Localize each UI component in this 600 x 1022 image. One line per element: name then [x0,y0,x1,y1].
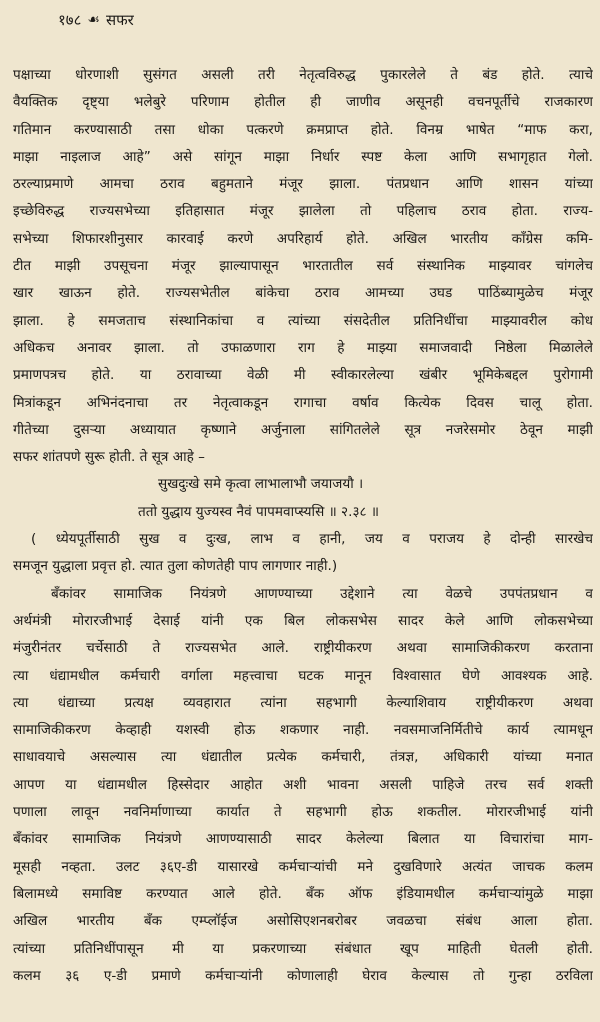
text-line: खार खाऊन होते. राज्यसभेतील बांकेचा ठराव आमच्या उघड पाठिंब्यामुळेच मंजूर [13,285,593,302]
text-line: मंजुरीनंतर चर्चेसाठी ते राज्यसभेत आले. राष्ट्रीयीकरण अथवा सामाजिकीकरण करताना [13,640,593,657]
text-line: इच्छेविरुद्ध राज्यसभेच्या इतिहासात मंजूर झालेला तो पहिलाच ठराव होता. राज्य- [13,203,593,220]
text-line: पक्षाच्या धोरणाशी सुसंगत असली तरी नेतृत्वविरुद्ध पुकारलेले ते बंड होते. त्याचे [13,67,593,83]
text-line: अखिल भारतीय बँक एम्प्लॉईज असोसिएशनबरोबर जवळचा संबंध आला होता. [13,913,593,930]
text-line: बिलामध्ये समाविष्ट करण्यात आले होते. बँक ऑफ इंडियामधील कर्मचाऱ्यांमुळे माझा [13,885,593,902]
text-line: झाला. हे समजताच संस्थानिकांचा व त्यांच्या संसदेतील प्रतिनिधींचा माझ्यावरील कोध [13,312,593,329]
text-line: वैयक्तिक दृष्ट्या भलेबुरे परिणाम होतील ही जाणीव असूनही वचनपूर्तीचे राजकारण [13,94,593,111]
text-line: माझा नाइलाज आहे” असे सांगून माझा निर्धार स्पष्ट केला आणि सभागृहात गेलो. [13,148,593,165]
text-line: कलम ३६ ए-डी प्रमाणे कर्मचाऱ्यांनी कोणालाही घेराव केल्यास तो गुन्हा ठरविला [13,967,593,984]
text-line: सामाजिकीकरण केव्हाही यशस्वी होऊ शकणार नाही. नवसमाजनिर्मितीचे कार्य त्यामधून [13,722,593,739]
text-line: त्यांच्या प्रतिनिधींपासून मी या प्रकरणाच्या संबंधात खूप माहिती घेतली होती. [13,940,593,957]
text-line: साधावयाचे असल्यास त्या धंद्यातील प्रत्येक कर्मचारी, तंत्रज्ञ, अधिकारी यांच्या मनात [13,749,593,766]
translation-line: समजून युद्धाला प्रवृत्त हो. त्यात तुला कोणतेही पाप लागणार नाही.) [13,558,338,575]
text-line: त्या धंद्याच्या प्रत्यक्ष व्यवहारात त्यांना सहभागी केल्याशिवाय राष्ट्रीयीकरण अथवा [13,694,593,711]
text-line: सभेच्या शिफारशीनुसार कारवाई करणे अपरिहार्य होते. अखिल भारतीय काँग्रेस कमि- [13,230,593,247]
translation-line: ( ध्येयपूर्तीसाठी सुख व दुःख, लाभ व हानी, जय व पराजय हे दोन्ही सारखेच [31,531,593,548]
text-line: अर्थमंत्री मोरारजीभाई देसाई यांनी एक बिल लोकसभेस सादर केले आणि लोकसभेच्या [13,612,593,629]
text-line: मूसही नव्हता. उलट ३६ए-डी यासारखे कर्मचाऱ्यांची मने दुखविणारे अत्यंत जाचक कलम [13,858,593,875]
page-header [58,8,134,32]
text-line: टीत माझी उपसूचना मंजूर झाल्यापासून भारतातील सर्व संस्थानिक माझ्यावर चांगलेच [13,258,593,275]
text-line: बँकांवर सामाजिक नियंत्रणे आणण्यासाठी सादर केलेल्या बिलात या विचारांचा माग- [13,831,593,848]
text-line: अधिकच अनावर झाला. तो उफाळणारा राग हे माझ्या समाजवादी निष्ठेला मिळालेले [13,339,593,356]
text-line: त्या धंद्यामधील कर्मचारी वर्गाला महत्त्वाचा घटक मानून विश्वासात घेणे आवश्यक आहे. [13,667,593,684]
text-line: गतिमान करण्यासाठी तसा धोका पत्करणे क्रमप्राप्त होते. विनम्र भाषेत “माफ करा, [13,121,593,138]
text-line: गीतेच्या दुसऱ्या अध्यायात कृष्णाने अर्जुनाला सांगितलेले सूत्र नजरेसमोर ठेवून माझी [13,421,593,438]
ornament-icon: ☙ [87,12,100,28]
text-line: मित्रांकडून अभिनंदनाचा तर नेतृत्वाकडून रागाचा वर्षाव कित्येक दिवस चालू होता. [13,394,593,411]
text-line: पणाला लावून नवनिर्माणाच्या कार्यात ते सहभागी होऊ शकतील. मोरारजीभाई यांनी [13,804,593,821]
text-line: सफर शांतपणे सुरू होती. ते सूत्र आहे – [13,449,205,466]
text-line: प्रमाणपत्रच होते. या ठरावाच्या वेळी मी स्वीकारलेल्या खंबीर भूमिकेबद्दल पुरोगामी [13,367,593,384]
verse-line: सुखदुःखे समे कृत्वा लाभालाभौ जयाजयौ । [158,476,364,493]
verse-line: ततो युद्धाय युज्यस्व नैवं पापमवाप्स्यसि ॥ २.३८ ॥ [138,503,380,520]
text-line: बँकांवर सामाजिक नियंत्रणे आणण्याच्या उद्देशाने त्या वेळचे उपपंतप्रधान व [51,585,593,602]
text-line: आपण या धंद्यामधील हिस्सेदार आहोत अशी भावना असली पाहिजे तरच सर्व शक्ती [13,776,593,793]
running-title: सफर [105,11,134,29]
text-line: ठरल्याप्रमाणे आमचा ठराव बहुमताने मंजूर झाला. पंतप्रधान आणि शासन यांच्या [13,176,593,193]
page-number: १७८ [58,11,82,29]
page-body [13,62,593,990]
